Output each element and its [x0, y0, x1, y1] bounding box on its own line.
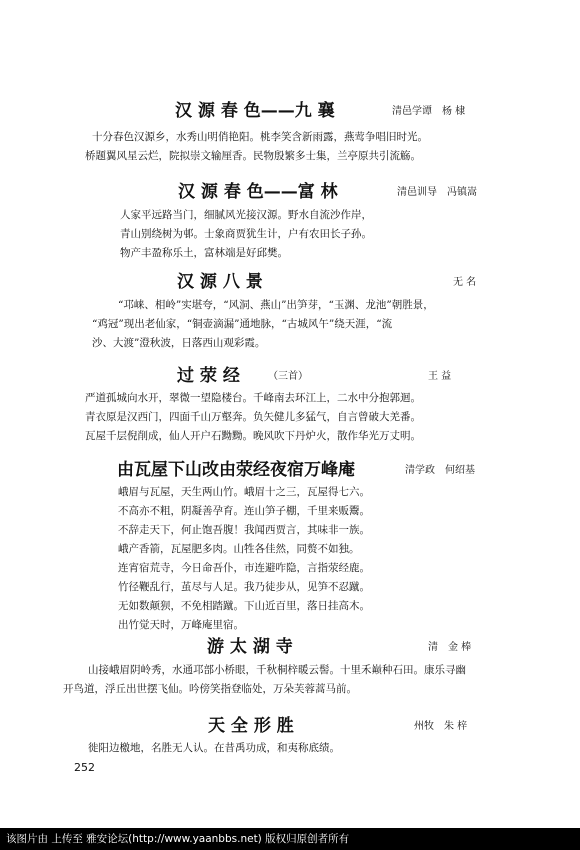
- poem-line: 桥题翼风星云烂，院拟崇文输厘香。民物殷繁多士集，兰亭原共引流觞。: [85, 150, 421, 162]
- poem-line: 不高亦不粗，阴凝善孕育。连山笋子棚，千里来贩鬻。: [118, 505, 370, 517]
- poem-title: 天 全 形 胜: [208, 716, 294, 736]
- poem-line: 开鸟道，浮丘出世摆飞仙。吟傍笑指登临处，万朵芙蓉蒿马前。: [63, 683, 357, 695]
- poem-line: 无如数颠狈，不免相踏蹴。下山近百里，落日挂高木。: [118, 600, 370, 612]
- poem-title: 汉 源 八 景: [177, 272, 263, 292]
- poem-subtitle: （三首）: [268, 371, 308, 382]
- poem-line: 连宵宿荒寺，今日命吾仆，市连避咋隐，言指荥经鹿。: [118, 562, 370, 574]
- poem-attribution: 清学政 何绍基: [405, 465, 475, 476]
- poem-line: 沙、大渡”澄秋波，日落西山观彩霞。: [92, 337, 266, 349]
- poem-line: 严道孤城向水开，翠微一望隐楼台。千峰南去环江上，二水中分抱郭迴。: [85, 392, 421, 404]
- poem-title: 汉 源 春 色——富 林: [178, 182, 338, 202]
- poem-line: “鸡冠”现出老仙家，“铜壶滴漏”通地脉，“古城风午”绕天涯，“流: [92, 318, 393, 330]
- poem-line: 青山别绕树为邨。士象商贾犹生计，户有农田长子孙。: [120, 228, 372, 240]
- poem-title: 游 太 湖 寺: [207, 637, 293, 657]
- poem-title: 过 荥 经: [177, 366, 240, 386]
- poem-line: 徙阳边檄地，名胜无人认。在昔禹功成，和夷称底绩。: [88, 742, 340, 754]
- poem-attribution: 清邑训导 冯镇嵩: [397, 187, 477, 198]
- poem-title: 由瓦屋下山改由荥经夜宿万峰庵: [117, 460, 355, 480]
- poem-line: 人家平远路当门，细腻风光接汉源。野水自流沙作岸，: [120, 209, 372, 221]
- watermark-footer: 该图片由 上传至 雅安论坛(http://www.yaanbbs.net) 版权归原创者所有: [0, 828, 580, 850]
- poem-line: 竹径鞭乱行，茧尽与人足。我乃徒步从，见笋不忍蹴。: [118, 581, 370, 593]
- poem-line: 十分春色汉源乡，水秀山明俏艳阳。桃李笑含新雨露，燕莺争唱旧时光。: [92, 131, 428, 143]
- poem-title: 汉 源 春 色——九 襄: [175, 101, 335, 121]
- poem-line: 瓦屋千层倪削成，仙人开户石黝黝。晚风吹下丹炉火，散作华光万丈明。: [85, 430, 421, 442]
- poem-attribution: 清邑学谭 杨 棣: [392, 106, 466, 117]
- poem-line: 物产丰盈称乐土，富林端是好邱樊。: [120, 247, 288, 259]
- poem-line: 山接峨眉阴岭秀，水通邛部小桥眼，千秋桐梓暖云髻。十里禾巅种石田。康乐寻幽: [88, 664, 466, 676]
- poem-line: 不辞走天下，何止饱吾腹！我闻西贾言，其味非一族。: [118, 524, 370, 536]
- poem-attribution: 无 名: [453, 277, 477, 288]
- poem-line: 出竹觉天时，万峰庵里宿。: [118, 619, 244, 631]
- poem-line: 峨眉与瓦屋，天生两山竹。峨眉十之三，瓦屋得七六。: [118, 486, 370, 498]
- poem-line: 峨产香箭，瓦屋肥多肉。山牲各佳然，同赘不如独。: [118, 543, 360, 555]
- poem-attribution: 州牧 朱 梓: [414, 721, 468, 732]
- poem-attribution: 清 金 棒: [428, 642, 472, 653]
- poem-line: “邛崃、相岭”实堪夸，“风洞、燕山”出笋芽，“玉渊、龙池”朝胜景，: [118, 299, 434, 311]
- page-number: 252: [74, 761, 95, 774]
- poem-line: 青衣原是汉西门，四面千山万壑奔。负矢健儿多猛气，自言曾破大羌番。: [85, 411, 421, 423]
- poem-attribution: 王 益: [428, 371, 452, 382]
